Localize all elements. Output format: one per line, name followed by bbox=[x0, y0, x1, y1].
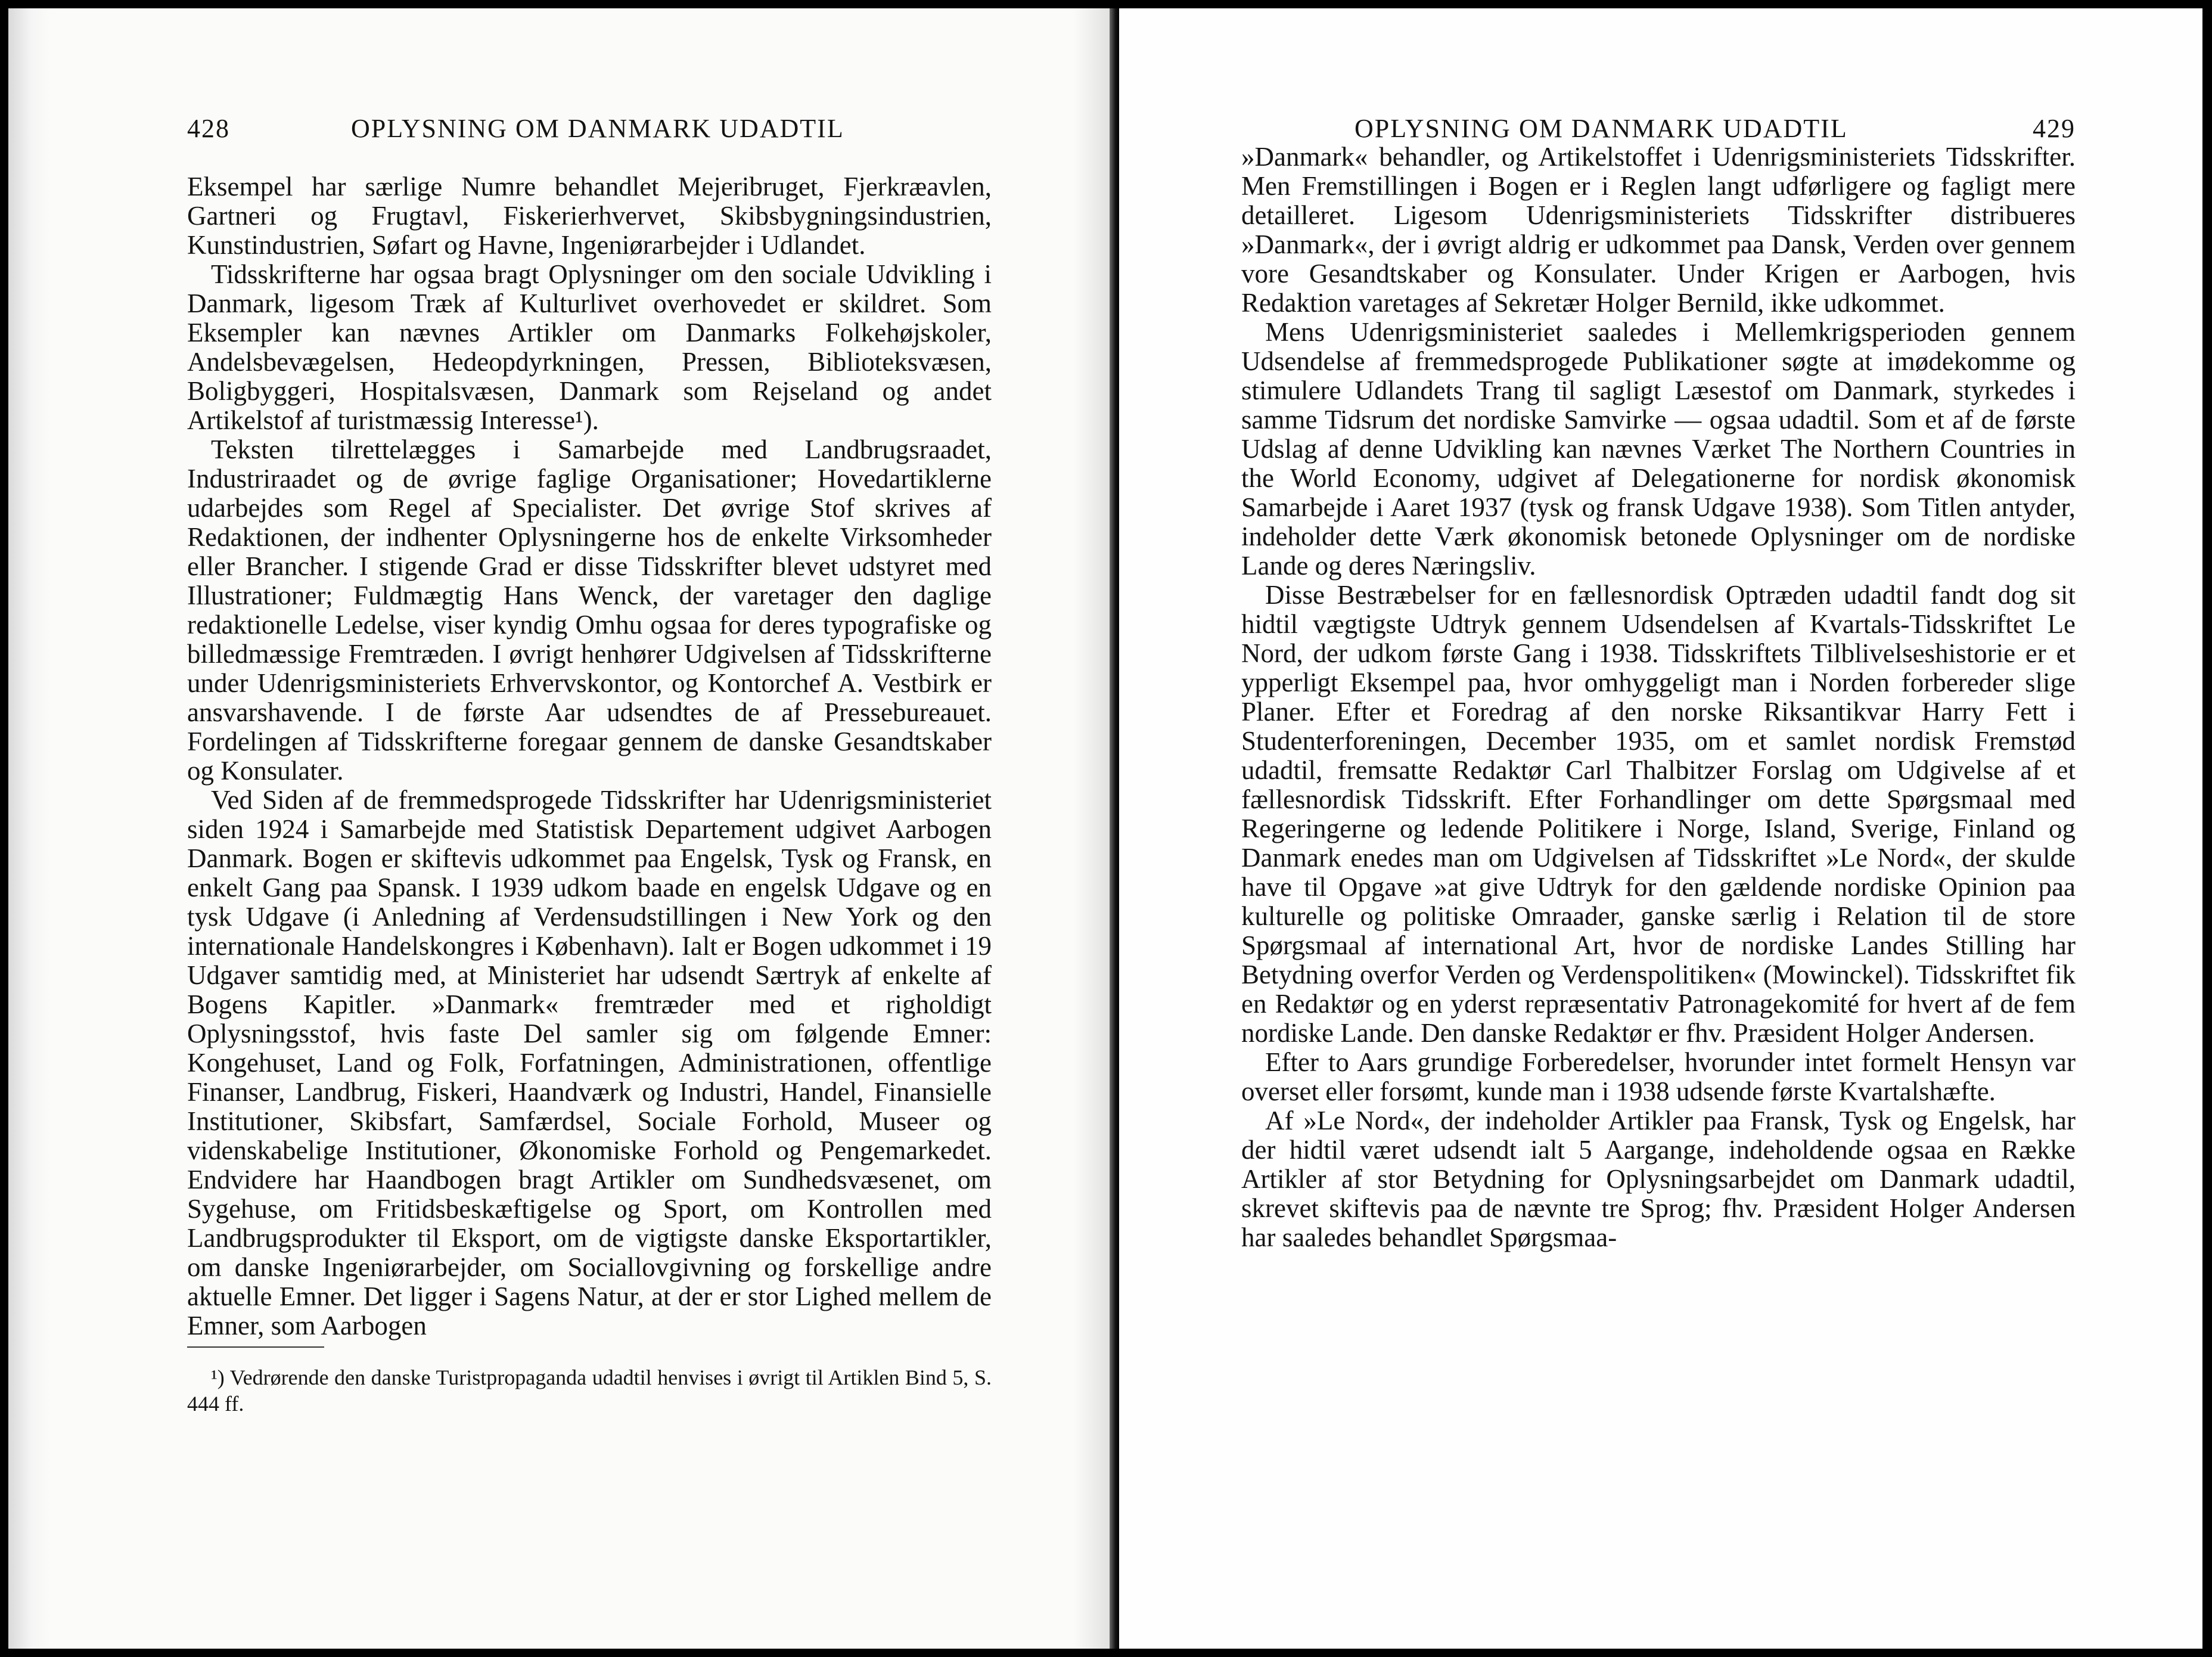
running-head bbox=[187, 113, 992, 149]
paragraph: Mens Udenrigsministeriet saaledes i Mellemkrigsperioden gennem Udsendelse af fremmedsprogede Publikationer søgte at imødekomme og stimulere Udlandets Trang til sagligt Læsestof om Danmark, styrkedes i samme Tidsrum det nordiske Samvirke — ogsaa udadtil. Som et af de første Udslag af denne Udvikling kan nævnes Værket The Northern Countries in the World Economy, udgivet af Delegationerne for nordisk økonomisk Samarbejde i Aaret 1937 (tysk og fransk Udgave 1938). Som Titlen antyder, indeholder dette Værk økonomisk betonede Oplysninger om de nordiske Lande og deres Næringsliv. bbox=[1241, 317, 2076, 581]
paragraph: Af »Le Nord«, der indeholder Artikler paa Fransk, Tysk og Engelsk, har der hidtil været udsendt ialt 5 Aargange, indeholdende ogsaa en Række Artikler af stor Betydning for Oplysningsarbejdet om Danmark udadtil, skrevet skiftevis paa de nævnte tre Sprog; fhv. Præsident Holger Andersen har saaledes behandlet Spørgsmaa- bbox=[1241, 1106, 2076, 1252]
page-number: 428 bbox=[187, 114, 230, 143]
left-page bbox=[8, 8, 1110, 1649]
paragraph: »Danmark« behandler, og Artikelstoffet i Udenrigsministeriets Tidsskrifter. Men Fremstillingen i Bogen er i Reglen langt udførligere og fagligt mere detailleret. Ligesom Udenrigsministeriets Tidsskrifter distribueres »Danmark«, der i øvrigt aldrig er udkommet paa Dansk, Verden over gennem vore Gesandtskaber og Konsulater. Under Krigen er Aarbogen, hvis Redaktion varetages af Sekretær Holger Bernild, ikke udkommet. bbox=[1241, 142, 2076, 318]
footnote-divider bbox=[187, 1346, 324, 1348]
paragraph: Teksten tilrettelægges i Samarbejde med Landbrugsraadet, Industriraadet og de øvrige faglige Organisationer; Hovedartiklerne udarbejdes som Regel af Specialister. Det øvrige Stof skrives af Redaktionen, der indhenter Oplysningerne hos de enkelte Virksomheder eller Brancher. I stigende Grad er disse Tidsskrifter blevet udstyret med Illustrationer; Fuldmægtig Hans Wenck, der varetager den daglige redaktionelle Ledelse, viser kyndig Omhu ogsaa for deres typografiske og billedmæssige Fremtræden. I øvrigt henhører Udgivelsen af Tidsskrifterne under Udenrigsministeriets Erhvervskontor, og Kontorchef A. Vestbirk er ansvarshavende. I de første Aar udsendtes de af Pressebureauet. Fordelingen af Tidsskrifterne foregaar gennem de danske Gesandtskaber og Konsulater. bbox=[187, 435, 992, 786]
paragraph: Ved Siden af de fremmedsprogede Tidsskrifter har Udenrigsministeriet siden 1924 i Samarbejde med Statistisk Departement udgivet Aarbogen Danmark. Bogen er skiftevis udkommet paa Engelsk, Tysk og Fransk, en enkelt Gang paa Spansk. I 1939 udkom baade en engelsk Udgave og en tysk Udgave (i Anledning af Verdensudstillingen i New York og den internationale Handelskongres i København). Ialt er Bogen udkommet i 19 Udgaver samtidig med, at Ministeriet har udsendt Særtryk af enkelte af Bogens Kapitler. »Danmark« fremtræder med et righoldigt Oplysningsstof, hvis faste Del samler sig om følgende Emner: Kongehuset, Land og Folk, Forfatningen, Administrationen, offentlige Finanser, Landbrug, Fiskeri, Haandværk og Industri, Handel, Finansielle Institutioner, Skibsfart, Samfærdsel, Sociale Forhold, Museer og videnskabelige Institutioner, Økonomiske Forhold og Pengemarkedet. Endvidere har Haandbogen bragt Artikler om Sundhedsvæsenet, om Sygehuse, om Fritidsbeskæftigelse og Sport, om Kontrollen med Landbrugsprodukter til Eksport, om de vigtigste danske Eksportartikler, om danske Ingeniørarbejder, om Sociallovgivning og forskellige andre aktuelle Emner. Det ligger i Sagens Natur, at der er stor Lighed mellem de Emner, som Aarbogen bbox=[187, 785, 992, 1341]
page-number: 429 bbox=[2033, 114, 2076, 143]
right-page bbox=[1119, 8, 2202, 1649]
spine-shadow bbox=[1074, 8, 1110, 1649]
running-head-title: OPLYSNING OM DANMARK UDADTIL bbox=[1354, 114, 1848, 143]
paragraph: Disse Bestræbelser for en fællesnordisk Optræden udadtil fandt dog sit hidtil vægtigste Udtryk gennem Udsendelsen af Kvartals-Tidsskriftet Le Nord, der udkom første Gang i 1938. Tidsskriftets Tilblivelseshistorie er et ypperligt Eksempel paa, hvor omhyggeligt man i Norden forbereder slige Planer. Efter et Foredrag af den norske Riksantikvar Harry Fett i Studenterforeningen, December 1935, om et samlet nordisk Fremstød udadtil, fremsatte Redaktør Carl Thalbitzer Forslag om Udgivelse af et fællesnordisk Tidsskrift. Efter Forhandlinger om dette Spørgsmaal med Regeringerne og ledende Politikere i Norge, Island, Sverige, Finland og Danmark enedes man om Udgivelsen af Tidsskriftet »Le Nord«, der skulde have til Opgave »at give Udtryk for den gældende nordiske Opinion paa kulturelle og politiske Omraader, ganske særlig i Relation til de store Spørgsmaal af international Art, hvor de nordiske Landes Stilling har Betydning overfor Verden og Verdenspolitiken« (Mowinckel). Tidsskriftet fik en Redaktør og en yderst repræsentativ Patronagekomité for hvert af de fem nordiske Lande. Den danske Redaktør er fhv. Præsident Holger Andersen. bbox=[1241, 580, 2076, 1048]
paragraph: Eksempel har særlige Numre behandlet Mejeribruget, Fjerkræavlen, Gartneri og Frugtavl, Fiskerierhvervet, Skibsbygningsindustrien, Kunstindustrien, Søfart og Havne, Ingeniørarbejder i Udlandet. bbox=[187, 172, 992, 260]
footnote: ¹) Vedrørende den danske Turistpropaganda udadtil henvises i øvrigt til Artiklen Bind 5, S. 444 ff. bbox=[187, 1366, 992, 1416]
running-head-title: OPLYSNING OM DANMARK UDADTIL bbox=[351, 114, 844, 143]
paragraph: Tidsskrifterne har ogsaa bragt Oplysninger om den sociale Udvikling i Danmark, ligesom Træk af Kulturlivet overhovedet er skildret. Som Eksempler kan nævnes Artikler om Danmarks Folkehøjskoler, Andelsbevægelsen, Hedeopdyrkningen, Pressen, Biblioteksvæsen, Boligbyggeri, Hospitalsvæsen, Danmark som Rejseland og andet Artikelstof af turistmæssig Interesse¹). bbox=[187, 259, 992, 435]
page-edge-shading bbox=[8, 8, 50, 1649]
body-text bbox=[1241, 142, 2076, 1252]
body-text bbox=[187, 172, 992, 1341]
paragraph: Efter to Aars grundige Forberedelser, hvorunder intet formelt Hensyn var overset eller forsømt, kunde man i 1938 udsende første Kvartalshæfte. bbox=[1241, 1047, 2076, 1106]
book-gutter bbox=[1110, 8, 1119, 1649]
